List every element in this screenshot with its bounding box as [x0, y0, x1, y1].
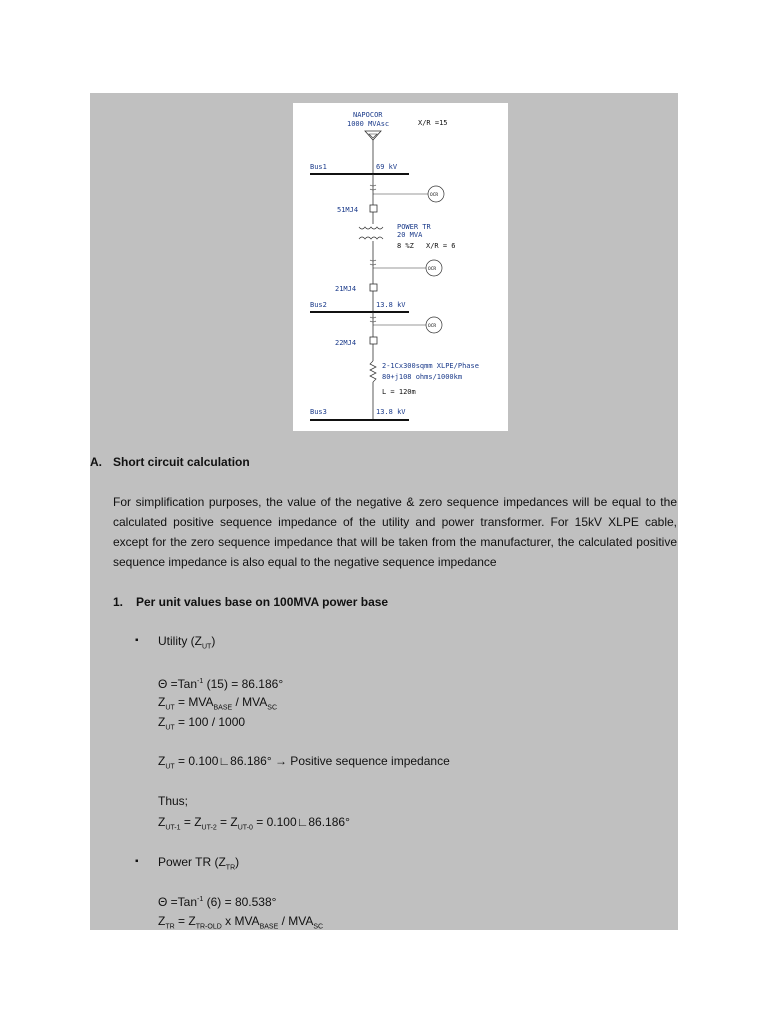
single-line-diagram	[293, 103, 508, 431]
source-name-label: NAPOCOR	[353, 111, 383, 119]
source-mva-label: 1000 MVAsc	[347, 120, 390, 128]
zut1-z: Z	[158, 695, 166, 709]
theta2-text: Θ =Tan	[158, 895, 198, 909]
utility-heading-text: Utility (Z	[158, 634, 202, 648]
ztr-text-a: x MVA	[221, 914, 260, 928]
zutf-eq1: =	[180, 815, 195, 829]
item1-marker: 1.	[113, 595, 124, 609]
bus2-kv-label: 13.8 kV	[376, 301, 406, 309]
zutf-z2: Z	[194, 815, 202, 829]
ztr-eq: =	[174, 914, 189, 928]
utility-source-symbol	[365, 131, 381, 140]
cable-impedance-label: 80+j108 ohms/1000km	[382, 373, 463, 381]
zut1-text-a: = MVA	[174, 695, 214, 709]
theta2-equation	[158, 893, 276, 909]
zut-equation-2	[158, 715, 245, 735]
transformer-primary-winding	[359, 227, 383, 229]
transformer-secondary-winding	[359, 237, 383, 239]
theta1-sup: -1	[197, 678, 204, 685]
tr-name-label: POWER TR	[397, 223, 431, 231]
breaker3-label: 22MJ4	[335, 339, 357, 347]
theta1-equation	[158, 675, 283, 691]
breaker2-label: 21MJ4	[335, 285, 357, 293]
breaker3-symbol	[370, 337, 377, 344]
breaker1-symbol	[370, 205, 377, 212]
theta2-value: (6) = 80.538°	[203, 895, 277, 909]
zutf-sub1: UT-1	[165, 824, 181, 832]
cable-length-label: L = 120m	[382, 388, 416, 396]
zutf-sub3: UT-0	[237, 824, 253, 832]
item1-title: Per unit values base on 100MVA power base	[136, 595, 389, 609]
bus2-name-label: Bus2	[310, 301, 327, 309]
section-a-title: Short circuit calculation	[113, 455, 250, 469]
bus1-name-label: Bus1	[310, 163, 327, 171]
ztr-text-b: / MVA	[278, 914, 314, 928]
tr-bullet-icon: ▪	[135, 856, 139, 867]
zut2-text: = 100 / 1000	[174, 715, 246, 729]
zut-final-equation	[158, 815, 350, 835]
zut1-text-b: / MVA	[232, 695, 268, 709]
zutf-z1: Z	[158, 815, 166, 829]
ztr-sub-sc: SC	[313, 923, 324, 931]
zut2-sub: UT	[165, 724, 175, 732]
zutf-value: = 0.100∟86.186°	[252, 815, 350, 829]
tr-heading	[158, 855, 239, 875]
zut3-text: = 0.100∟86.186° → Positive sequence impedance	[174, 754, 450, 768]
relay3-label: OCR	[428, 324, 437, 329]
ztr-z2: Z	[188, 914, 196, 928]
bus1-kv-label: 69 kV	[376, 163, 398, 171]
intro-paragraph: For simplification purposes, the value of the negative & zero sequence impedances will be equal to the calculated positive sequence impedance of the utility and power transformer. For 15kV XLPE cable, except for the zero sequence impedance that will be taken from the manufacturer, the calculated positive sequence impedance is also equal to the negative sequence impedance	[113, 495, 677, 569]
utility-heading-sub: UT	[202, 643, 212, 651]
single-line-diagram-svg	[293, 103, 508, 431]
relay2-label: OCR	[428, 267, 437, 272]
theta1-value: (15) = 86.186°	[203, 677, 284, 691]
zutf-eq2: =	[216, 815, 231, 829]
relay1-label: OCR	[430, 193, 439, 198]
utility-bullet-icon: ▪	[135, 635, 139, 646]
ztr-z1: Z	[158, 914, 166, 928]
zut1-sub-base: BASE	[213, 704, 233, 712]
ztr-sub-base: BASE	[259, 923, 279, 931]
breaker2-symbol	[370, 284, 377, 291]
zut2-z: Z	[158, 715, 166, 729]
theta2-sup: -1	[197, 896, 204, 903]
tr-heading-text: Power TR (Z	[158, 855, 226, 869]
tr-heading-paren: )	[235, 855, 240, 869]
zut3-sub: UT	[165, 763, 175, 771]
zut1-sub-sc: SC	[267, 704, 278, 712]
ztr-equation	[158, 914, 323, 934]
utility-heading-paren: )	[211, 634, 216, 648]
zut-equation-1	[158, 695, 277, 715]
tr-z-label: 8 %Z	[397, 242, 414, 250]
thus-label: Thus;	[158, 794, 189, 808]
cable-impedance-symbol	[370, 361, 376, 382]
ztr-sub1: TR	[165, 923, 175, 931]
zutf-z3: Z	[230, 815, 238, 829]
zut1-sub: UT	[165, 704, 175, 712]
tr-xr-label: X/R = 6	[426, 242, 456, 250]
zut3-z: Z	[158, 754, 166, 768]
tr-heading-sub: TR	[225, 864, 236, 872]
zut-equation-3	[158, 754, 450, 774]
utility-heading	[158, 634, 215, 654]
bus3-name-label: Bus3	[310, 408, 327, 416]
cable-spec-label: 2-1Cx300sqmm XLPE/Phase	[382, 362, 479, 370]
bus3-kv-label: 13.8 kV	[376, 408, 406, 416]
theta1-text: Θ =Tan	[158, 677, 198, 691]
ztr-sub2: TR-OLD	[195, 923, 222, 931]
zutf-sub2: UT-2	[201, 824, 217, 832]
source-xr-label: X/R =15	[418, 119, 448, 127]
tr-mva-label: 20 MVA	[397, 231, 423, 239]
section-a-marker: A.	[90, 455, 102, 469]
breaker1-label: 51MJ4	[337, 206, 359, 214]
